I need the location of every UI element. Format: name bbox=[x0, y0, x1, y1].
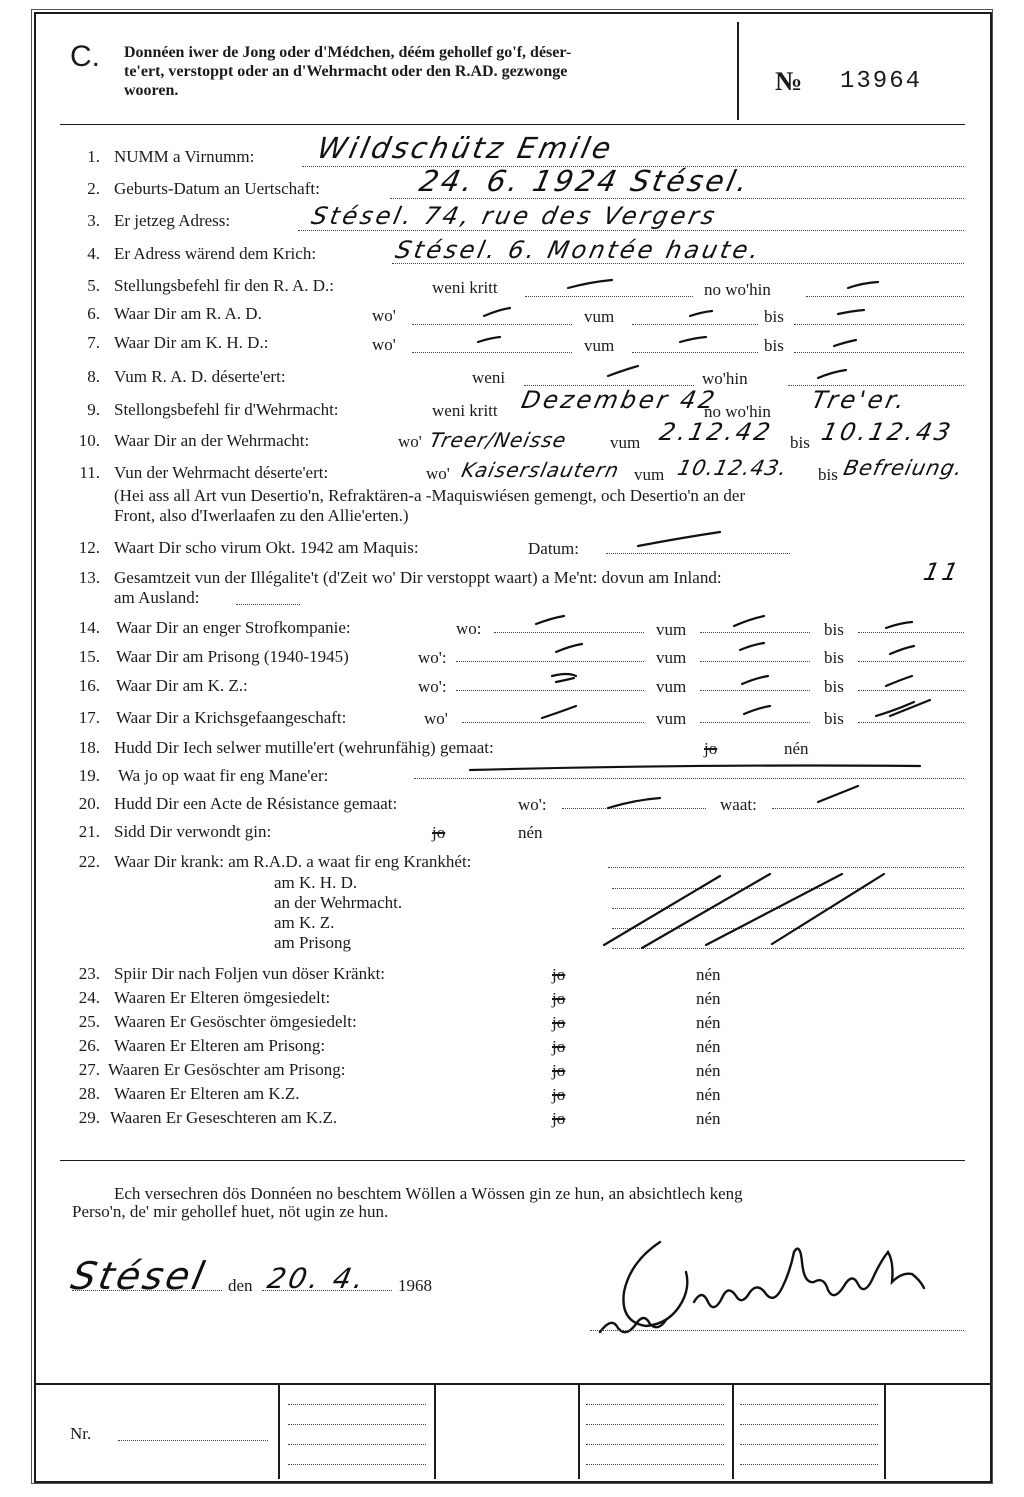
footer-rule bbox=[34, 1383, 990, 1385]
item-number: 5. bbox=[87, 276, 100, 295]
item-label: Waar Dir krank: am R.A.D. a waat fir eng Krankhét: bbox=[114, 852, 472, 871]
item-number: 21. bbox=[78, 822, 100, 841]
item-label: Sidd Dir verwondt gin: bbox=[114, 822, 272, 841]
answer-line bbox=[858, 661, 964, 662]
nen-option: nén bbox=[696, 965, 721, 984]
answer-line bbox=[236, 604, 300, 605]
wohin-label: wo'hin bbox=[702, 369, 748, 388]
item-label: Hudd Dir een Acte de Résistance gemaat: bbox=[114, 794, 398, 813]
answer-line bbox=[462, 722, 644, 723]
sub-item: am K. H. D. bbox=[274, 873, 358, 892]
wohin-label: no wo'hin bbox=[704, 402, 771, 421]
item-label: Gesamtzeit vun der Illégalite't (d'Zeit wo' Dir verstoppt waart) a Me'nt: dovun am Inland: bbox=[114, 568, 722, 587]
item-number: 22. bbox=[78, 852, 100, 871]
wo-label: wo' bbox=[398, 432, 422, 451]
wo-label: wo' bbox=[426, 464, 450, 483]
handwritten-answer: 10.12.43 bbox=[819, 418, 956, 446]
jo-option: jo bbox=[704, 739, 718, 758]
item-number: 7. bbox=[87, 333, 100, 352]
item-label: Waar Dir an enger Strofkompanie: bbox=[116, 618, 351, 637]
vum-label: vum bbox=[610, 433, 641, 452]
footer-cell-line bbox=[740, 1404, 878, 1405]
wo-label: wo': bbox=[418, 677, 447, 696]
answer-line bbox=[700, 632, 810, 633]
jo-option: jo bbox=[552, 1037, 566, 1056]
sub-item: an der Wehrmacht. bbox=[274, 893, 403, 912]
jo-option: jo bbox=[432, 823, 446, 842]
vum-label: vum bbox=[656, 709, 687, 728]
answer-line bbox=[456, 661, 644, 662]
answer-line bbox=[632, 352, 758, 353]
footer-divider bbox=[434, 1383, 436, 1479]
item-note: (Hei ass all Art vun Desertio'n, Refraktären-a -Maquiswiésen gemengt, och Desertio'n an der bbox=[114, 486, 746, 505]
item-label: Waaren Er Elteren am Prisong: bbox=[114, 1036, 326, 1055]
item-number: 28. bbox=[78, 1084, 100, 1103]
item-number: 11. bbox=[79, 463, 100, 482]
vum-label: vum bbox=[656, 677, 687, 696]
wohin-label: no wo'hin bbox=[704, 280, 771, 299]
item-label: Waar Dir am R. A. D. bbox=[114, 304, 262, 323]
handwritten-answer: Treer/Neisse bbox=[427, 428, 569, 452]
nen-option: nén bbox=[518, 823, 543, 842]
nen-option: nén bbox=[696, 1085, 721, 1104]
wo-label: wo' bbox=[372, 306, 396, 325]
answer-line bbox=[794, 324, 964, 325]
weni-kritt-label: weni kritt bbox=[432, 278, 498, 297]
signature bbox=[590, 1232, 970, 1342]
nr-label: Nr. bbox=[70, 1424, 92, 1443]
item-number: 13. bbox=[78, 568, 100, 587]
answer-line bbox=[612, 948, 964, 949]
bis-label: bis bbox=[764, 336, 784, 355]
item-number: 24. bbox=[78, 988, 100, 1007]
vum-label: vum bbox=[656, 648, 687, 667]
answer-line bbox=[494, 632, 644, 633]
bis-label: bis bbox=[764, 307, 784, 326]
bis-label: bis bbox=[824, 648, 844, 667]
header-rule bbox=[60, 124, 965, 125]
item-number: 19. bbox=[78, 766, 100, 785]
answer-line bbox=[608, 867, 964, 868]
item-number: 6. bbox=[87, 304, 100, 323]
weni-kritt-label: weni kritt bbox=[432, 401, 498, 420]
item-label: Waar Dir am K. H. D.: bbox=[114, 333, 269, 352]
answer-line bbox=[700, 690, 810, 691]
item-label: Er jetzeg Adress: bbox=[114, 211, 231, 230]
footer-cell-line bbox=[740, 1444, 878, 1445]
handwritten-answer: Stésel. 74, rue des Vergers bbox=[309, 202, 721, 230]
answer-line bbox=[632, 324, 758, 325]
waat-label: waat: bbox=[720, 795, 757, 814]
answer-line bbox=[414, 778, 964, 779]
handwritten-answer: Dezember 42 bbox=[519, 386, 721, 414]
footer-cell-line bbox=[288, 1404, 426, 1405]
item-label: am Ausland: bbox=[114, 588, 200, 607]
handwritten-answer: 11 bbox=[921, 558, 964, 586]
item-number: 14. bbox=[78, 618, 100, 637]
wo-label: wo': bbox=[518, 795, 547, 814]
footer-cell-line bbox=[288, 1464, 426, 1465]
bis-label: bis bbox=[824, 709, 844, 728]
answer-line bbox=[612, 888, 964, 889]
footer-cell-line bbox=[586, 1424, 724, 1425]
jo-option: jo bbox=[552, 965, 566, 984]
handwritten-answer: Befreiung. bbox=[841, 456, 966, 480]
item-number: 12. bbox=[78, 538, 100, 557]
item-number: 25. bbox=[78, 1012, 100, 1031]
datum-label: Datum: bbox=[528, 539, 579, 558]
form-title-line-2: te'ert, verstoppt oder an d'Wehrmacht oder den R.AD. gezwonge bbox=[124, 63, 568, 80]
item-label: Waar Dir a Krichsgefaangeschaft: bbox=[116, 708, 347, 727]
jo-option: jo bbox=[552, 1085, 566, 1104]
wo-label: wo' bbox=[424, 709, 448, 728]
item-number: 10. bbox=[78, 431, 100, 450]
answer-line bbox=[606, 553, 790, 554]
vum-label: vum bbox=[584, 307, 615, 326]
handwritten-answer: 2.12.42 bbox=[657, 418, 776, 446]
sub-item: am Prisong bbox=[274, 933, 351, 952]
answer-line bbox=[456, 690, 644, 691]
nr-line bbox=[118, 1440, 268, 1441]
item-label: Waar Dir am K. Z.: bbox=[116, 676, 248, 695]
handwritten-answer: Kaiserslautern bbox=[459, 458, 622, 482]
bis-label: bis bbox=[790, 433, 810, 452]
item-number: 15. bbox=[78, 647, 100, 666]
item-number: 20. bbox=[78, 794, 100, 813]
answer-line bbox=[858, 690, 964, 691]
item-label: Spiir Dir nach Foljen vun döser Kränkt: bbox=[114, 964, 386, 983]
jo-option: jo bbox=[552, 1061, 566, 1080]
place-line bbox=[72, 1290, 222, 1291]
item-label: Waar Dir am Prisong (1940-1945) bbox=[116, 647, 349, 666]
item-label: NUMM a Virnumm: bbox=[114, 147, 255, 166]
bis-label: bis bbox=[824, 677, 844, 696]
answer-line bbox=[858, 722, 964, 723]
item-number: 27. bbox=[78, 1060, 100, 1079]
item-label: Waart Dir scho virum Okt. 1942 am Maquis: bbox=[114, 538, 419, 557]
handwritten-place: Stésel bbox=[67, 1254, 211, 1298]
footer-cell-line bbox=[288, 1444, 426, 1445]
item-number: 17. bbox=[78, 708, 100, 727]
item-number: 8. bbox=[87, 367, 100, 386]
answer-line bbox=[525, 296, 693, 297]
footer-cell-line bbox=[740, 1424, 878, 1425]
item-label: Stellongsbefehl fir d'Wehrmacht: bbox=[114, 400, 339, 419]
answer-line bbox=[794, 352, 964, 353]
declaration-text: Ech versechren dös Donnéen no beschtem Wöllen a Wössen gin ze hun, an absichtlech keng bbox=[114, 1184, 743, 1203]
footer-divider bbox=[578, 1383, 580, 1479]
footer-divider bbox=[884, 1383, 886, 1479]
footer-cell-line bbox=[740, 1464, 878, 1465]
form-title-line-1: Donnéen iwer de Jong oder d'Médchen, déém gehollef go'f, déser- bbox=[124, 44, 572, 61]
vum-label: vum bbox=[584, 336, 615, 355]
item-number: 1. bbox=[87, 147, 100, 166]
item-number: 16. bbox=[78, 676, 100, 695]
handwritten-answer: Tre'er. bbox=[809, 386, 911, 414]
footer-divider bbox=[278, 1383, 280, 1479]
weni-label: weni bbox=[472, 368, 506, 387]
handwritten-date: 20. 4. bbox=[264, 1262, 370, 1295]
item-label: Waaren Er Gesöschter am Prisong: bbox=[108, 1060, 346, 1079]
item-label: Wa jo op waat fir eng Mane'er: bbox=[118, 766, 329, 785]
signature-line bbox=[590, 1330, 964, 1331]
date-line bbox=[262, 1290, 392, 1291]
footer-cell-line bbox=[586, 1404, 724, 1405]
item-label: Waaren Er Elteren am K.Z. bbox=[114, 1084, 300, 1103]
answer-line bbox=[298, 230, 964, 231]
item-label: Stellungsbefehl fir den R. A. D.: bbox=[114, 276, 335, 295]
nen-option: nén bbox=[696, 1061, 721, 1080]
handwritten-answer: Wildschütz Emile bbox=[314, 131, 617, 165]
answer-line bbox=[412, 324, 572, 325]
footer-divider bbox=[732, 1383, 734, 1479]
footer-cell-line bbox=[586, 1464, 724, 1465]
den-label: den bbox=[228, 1276, 253, 1295]
bis-label: bis bbox=[824, 620, 844, 639]
answer-line bbox=[412, 352, 572, 353]
answer-line bbox=[390, 198, 964, 199]
header-divider bbox=[737, 22, 739, 120]
item-label: Waaren Er Geseschteren am K.Z. bbox=[110, 1108, 338, 1127]
item-number: 9. bbox=[87, 400, 100, 419]
item-label: Vum R. A. D. déserte'ert: bbox=[114, 367, 286, 386]
handwritten-answer: Stésel. 6. Montée haute. bbox=[393, 236, 765, 264]
answer-line bbox=[858, 632, 964, 633]
item-number: 4. bbox=[87, 244, 100, 263]
year: 1968 bbox=[398, 1276, 432, 1295]
answer-line bbox=[612, 928, 964, 929]
answer-line bbox=[700, 722, 810, 723]
nen-option: nén bbox=[696, 1037, 721, 1056]
item-number: 26. bbox=[78, 1036, 100, 1055]
jo-option: jo bbox=[552, 989, 566, 1008]
answer-line bbox=[562, 808, 706, 809]
item-label: Vun der Wehrmacht déserte'ert: bbox=[114, 463, 329, 482]
item-label: Geburts-Datum an Uertschaft: bbox=[114, 179, 320, 198]
answer-line bbox=[612, 908, 964, 909]
nen-option: nén bbox=[784, 739, 809, 758]
item-number: 29. bbox=[78, 1108, 100, 1127]
item-note: Front, also d'Iwerlaafen zu den Allie'erten.) bbox=[114, 506, 409, 525]
jo-option: jo bbox=[552, 1109, 566, 1128]
nen-option: nén bbox=[696, 989, 721, 1008]
item-label: Er Adress wärend dem Krich: bbox=[114, 244, 317, 263]
sub-item: am K. Z. bbox=[274, 913, 335, 932]
declaration-text: Perso'n, de' mir gehollef huet, nöt ugin ze hun. bbox=[72, 1202, 389, 1221]
form-number: 13964 bbox=[840, 68, 923, 95]
handwritten-answer: 10.12.43. bbox=[675, 456, 790, 480]
item-label: Waar Dir an der Wehrmacht: bbox=[114, 431, 310, 450]
form-title-line-3: wooren. bbox=[124, 82, 179, 99]
handwritten-answer: 24. 6. 1924 Stésel. bbox=[416, 164, 754, 198]
wo-label: wo': bbox=[418, 648, 447, 667]
answer-line bbox=[700, 661, 810, 662]
item-number: 18. bbox=[78, 738, 100, 757]
footer-cell-line bbox=[586, 1444, 724, 1445]
item-number: 23. bbox=[78, 964, 100, 983]
section-letter: C. bbox=[70, 40, 100, 73]
nen-option: nén bbox=[696, 1013, 721, 1032]
wo-label: wo: bbox=[456, 619, 482, 638]
wo-label: wo' bbox=[372, 335, 396, 354]
number-symbol: № bbox=[775, 66, 803, 96]
item-label: Waaren Er Elteren ömgesiedelt: bbox=[114, 988, 331, 1007]
item-label: Hudd Dir Iech selwer mutille'ert (wehrunfähig) gemaat: bbox=[114, 738, 494, 757]
vum-label: vum bbox=[634, 465, 665, 484]
item-number: 3. bbox=[87, 211, 100, 230]
answer-line bbox=[806, 296, 964, 297]
item-label: Waaren Er Gesöschter ömgesiedelt: bbox=[114, 1012, 357, 1031]
declaration-rule bbox=[60, 1160, 965, 1161]
item-number: 2. bbox=[87, 179, 100, 198]
jo-option: jo bbox=[552, 1013, 566, 1032]
nen-option: nén bbox=[696, 1109, 721, 1128]
bis-label: bis bbox=[818, 465, 838, 484]
answer-line bbox=[772, 808, 964, 809]
footer-cell-line bbox=[288, 1424, 426, 1425]
vum-label: vum bbox=[656, 620, 687, 639]
